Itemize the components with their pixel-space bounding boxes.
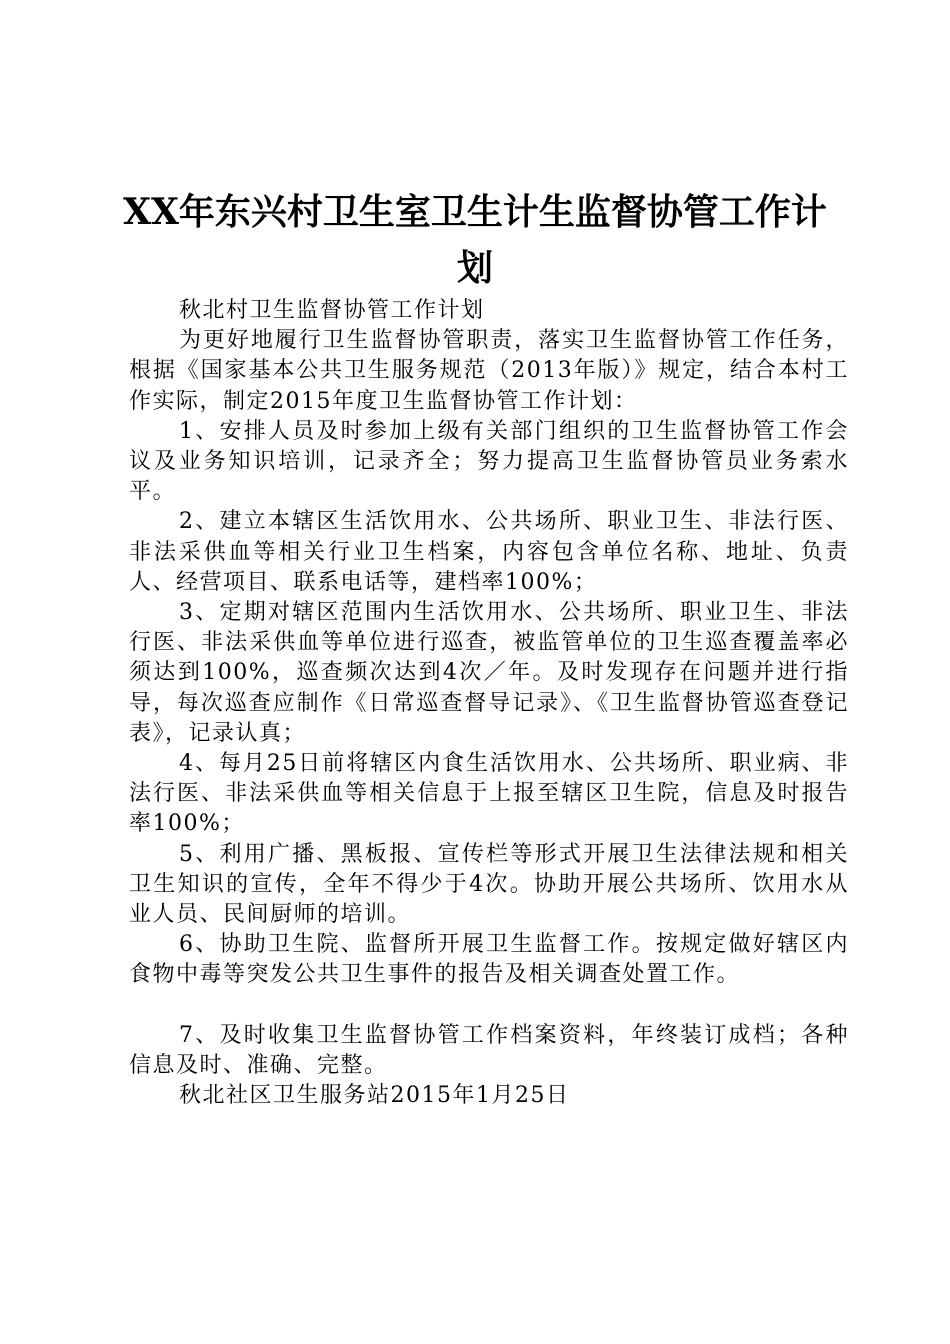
paragraph-spacer — [129, 991, 849, 1021]
document-title-line-1: XX年东兴村卫生室卫生计生监督协管工作计 — [123, 191, 827, 233]
plan-item-5: 5、利用广播、黑板报、宣传栏等形式开展卫生法律法规和相关卫生知识的宣传，全年不得少于4次。协助开展公共场所、饮用水从业人员、民间厨师的培训。 — [129, 841, 849, 928]
plan-item-1: 1、安排人员及时参加上级有关部门组织的卫生监督协管工作会议及业务知识培训，记录齐全；努力提高卫生监督协管员业务索水平。 — [129, 418, 849, 505]
plan-item-3: 3、定期对辖区范围内生活饮用水、公共场所、职业卫生、非法行医、非法采供血等单位进行巡查，被监管单位的卫生巡查覆盖率必须达到100%，巡查频次达到4次／年。及时发现存在问题并进行指导，每次巡查应制作《日常巡查督导记录》、《卫生监督协管巡查登记表》，记录认真； — [129, 600, 849, 746]
document-subtitle: 秋北村卫生监督协管工作计划 — [179, 298, 485, 323]
document-body — [129, 296, 849, 1111]
plan-item-7: 7、及时收集卫生监督协管工作档案资料，年终装订成档；各种信息及时、准确、完整。 — [129, 1022, 849, 1078]
document-title-line-2: 划 — [456, 247, 493, 289]
plan-item-6: 6、协助卫生院、监督所开展卫生监督工作。按规定做好辖区内食物中毒等突发公共卫生事件的报告及相关调查处置工作。 — [129, 932, 849, 988]
intro-paragraph: 为更好地履行卫生监督协管职责，落实卫生监督协管工作任务，根据《国家基本公共卫生服务规范（2013年版）》规定，结合本村工作实际，制定2015年度卫生监督协管工作计划： — [129, 328, 849, 414]
signature-line: 秋北社区卫生服务站2015年1月25日 — [179, 1083, 570, 1109]
plan-item-4: 4、每月25日前将辖区内食生活饮用水、公共场所、职业病、非法行医、非法采供血等相关信息于上报至辖区卫生院，信息及时报告率100%； — [129, 751, 849, 837]
plan-item-2: 2、建立本辖区生活饮用水、公共场所、职业卫生、非法行医、非法采供血等相关行业卫生档案，内容包含单位名称、地址、负责人、经营项目、联系电话等，建档率100%； — [129, 509, 849, 595]
